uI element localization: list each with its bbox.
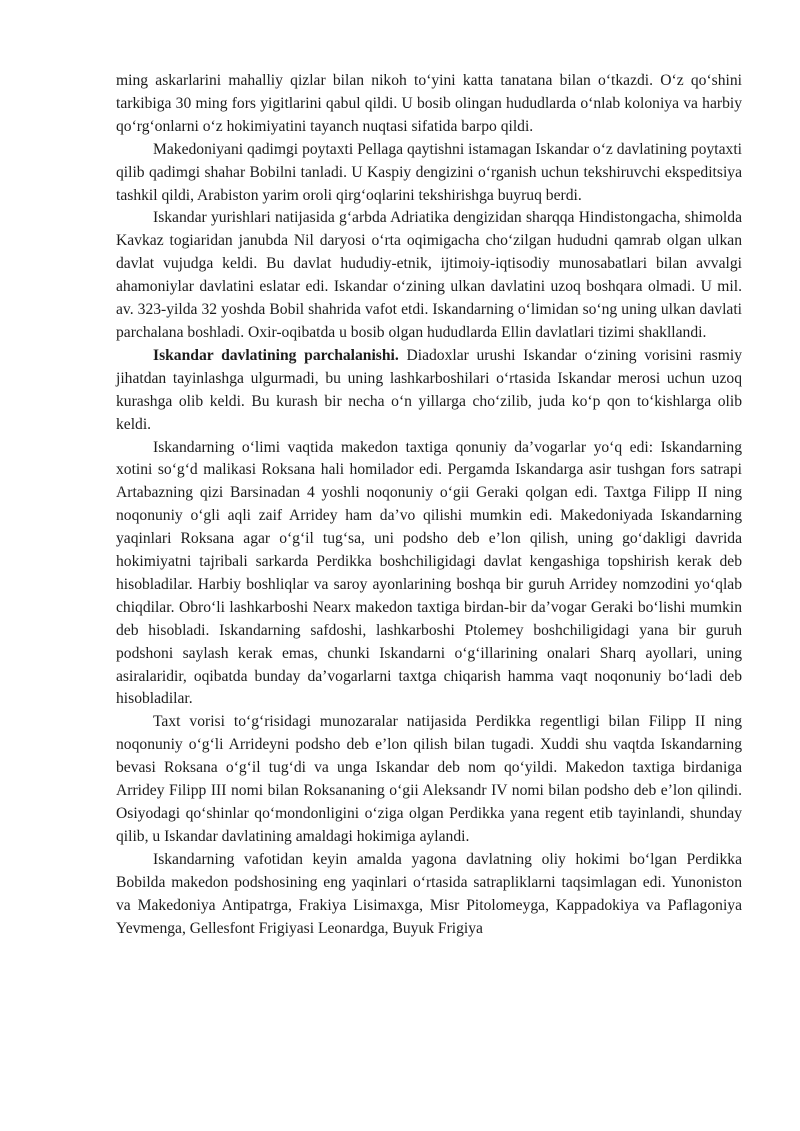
paragraph-6-text: Taxt vorisi to‘g‘risidagi munozaralar natijasida Perdikka regentligi bilan Filipp II ning noqonuniy o‘g‘li Arrideyni podsho deb e’lon qilish bilan tugadi. Xuddi shu vaqtda Iskandarning bevasi Roksana o‘g‘il tug‘di va unga Iskandar deb nom qo‘yildi. Makedon taxtiga birdaniga Arridey Filipp III nomi bilan Roksananing o‘gii Aleksandr IV nomi bilan podsho deb e’lon qilindi. Osiyodagi qo‘shinlar qo‘mondonligini o‘ziga olgan Perdikka yana regent etib tayinlandi, shunday qilib, u Iskandar davlatining amaldagi hokimiga aylandi. xyxy=(116,713,742,845)
document-page xyxy=(116,70,742,940)
paragraph-3-text: Iskandar yurishlari natijasida g‘arbda Adriatika dengizidan sharqqa Hindistongacha, shimolda Kavkaz togiaridan janubda Nil daryosi o‘rta oqimigacha cho‘zilgan hududni qamrab olgan ulkan davlat vujudga keldi. Bu davlat hududiy-etnik, ijtimoiy-iqtisodiy munosabatlari bilan avvalgi ahamoniylar davlatini eslatar edi. Iskandar o‘zining ulkan davlatini uzoq boshqara olmadi. U mil. av. 323-yilda 32 yoshda Bobil shahrida vafot etdi. Iskandarning o‘limidan so‘ng uning ulkan davlati parchalana boshladi. Oxir-oqibatda u bosib olgan hududlarda Ellin davlatlari tizimi shakllandi. xyxy=(116,209,742,341)
paragraph-5-text: Iskandarning o‘limi vaqtida makedon taxtiga qonuniy da’vogarlar yo‘q edi: Iskandarning xotini so‘g‘d malikasi Roksana hali homilador edi. Pergamda Iskandarga asir tushgan fors satrapi Artabazning qizi Barsinadan 4 yoshli noqonuniy o‘gii Geraki qolgan edi. Taxtga Filipp II ning noqonuniy o‘gli aqli zaif Arridey ham da’vo qilishi mumkin edi. Makedoniyada Iskandarning yaqinlari Roksana agar o‘g‘il tug‘sa, uni podsho deb e’lon qilish, uning go‘dakligi davrida hokimiyatni tajribali sarkarda Perdikka boshchiligidagi davlat kengashiga topshirish kerak deb hisobladilar. Harbiy boshliqlar va saroy ayonlarining boshqa bir guruh Arridey nomzodini yo‘qlab chiqdilar. Obro‘li lashkarboshi Nearx makedon taxtiga birdan-bir da’vogar Geraki bo‘lishi mumkin deb hisobladi. Iskandarning safdoshi, lashkarboshi Ptolemey boshchiligidagi yana bir guruh podshoni saylash kerak emas, chunki Iskandarni o‘g‘illarining onalari Sharq ayollari, uning asiralaridir, oqibatda bunday da’vogarlarni taxtga chiqarish hamma vaqt noqonuniy bo‘ladi deb hisobladilar. xyxy=(116,438,742,708)
section-heading: Iskandar davlatining parchalanishi. xyxy=(153,346,399,364)
paragraph-2 xyxy=(116,139,742,208)
paragraph-7-text: Iskandarning vafotidan keyin amalda yagona davlatning oliy hokimi bo‘lgan Perdikka Bobilda makedon podshosining eng yaqinlari o‘rtasida satrapliklarni taqsimlagan edi. Yunoniston va Makedoniya Antipatrga, Frakiya Lisimaxga, Misr Pitolomeyga, Kappadokiya va Paflagoniya Yevmenga, Gellesfont Frigiyasi Leonardga, Buyuk Frigiya xyxy=(116,850,742,937)
paragraph-1-text: ming askarlarini mahalliy qizlar bilan nikoh to‘yini katta tanatana bilan o‘tkazdi. O‘z qo‘shini tarkibiga 30 ming fors yigitlarini qabul qildi. U bosib olingan hududlarda o‘nlab koloniya va harbiy qo‘rg‘onlarni o‘z hokimiyatini tayanch nuqtasi sifatida barpo qildi. xyxy=(116,72,742,135)
paragraph-1 xyxy=(116,70,742,139)
paragraph-5 xyxy=(116,437,742,712)
paragraph-6 xyxy=(116,711,742,848)
paragraph-4 xyxy=(116,345,742,437)
paragraph-2-text: Makedoniyani qadimgi poytaxti Pellaga qaytishni istamagan Iskandar o‘z davlatining poytaxti qilib qadimgi shahar Bobilni tanladi. U Kaspiy dengizini o‘rganish uchun tekshiruvchi ekspeditsiya tashkil qildi, Arabiston yarim oroli qirg‘oqlarini tekshirishga buyruq berdi. xyxy=(116,140,742,204)
paragraph-3 xyxy=(116,207,742,344)
paragraph-4-text: Diadoxlar urushi Iskandar o‘zining vorisini rasmiy jihatdan tayinlashga ulgurmadi, bu uning lashkarboshilari o‘rtasida Iskandar merosi uchun uzoq kurashga olib keldi. Bu kurash bir necha o‘n yillarga cho‘zilib, juda ko‘p qon to‘kishlarga olib keldi. xyxy=(116,346,742,433)
paragraph-7 xyxy=(116,849,742,941)
